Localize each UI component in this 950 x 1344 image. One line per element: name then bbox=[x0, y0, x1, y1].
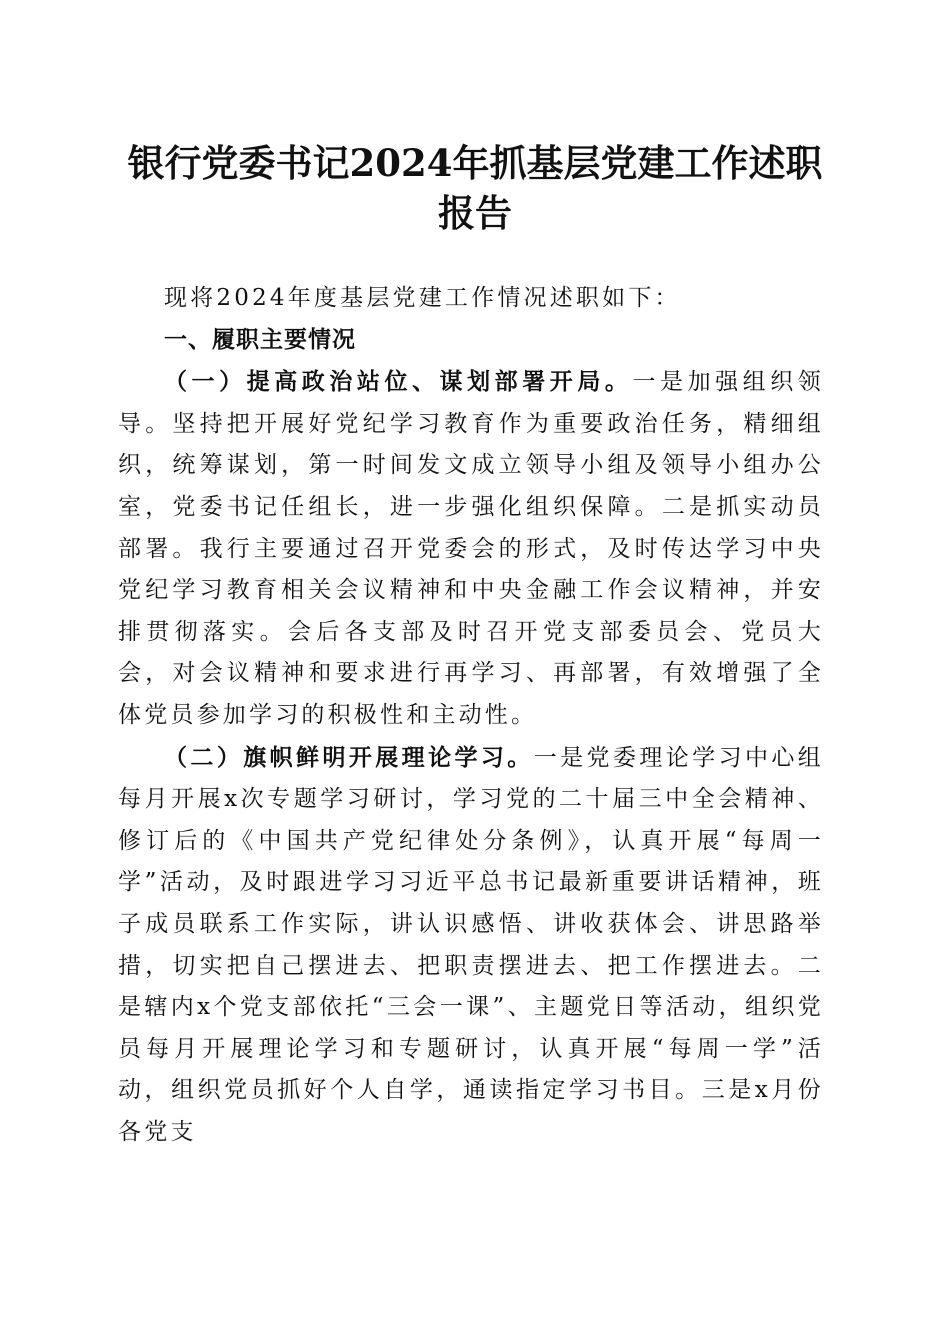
paragraph-1-text: 一是加强组织领导。坚持把开展好党纪学习教育作为重要政治任务，精细组织，统筹谋划，第一时间发文成立领导小组及领导小组办公室，党委书记任组长，进一步强化组织保障。二是抓实动员部署。我行主要通过召开党委会的形式，及时传达学习中央党纪学习教育相关会议精神和中央金融工作会议精神，并安排贯彻落实。会后各支部及时召开党支部委员会、党员大会，对会议精神和要求进行再学习、再部署，有效增强了全体党员参加学习的积极性和主动性。 bbox=[118, 369, 824, 728]
document-title: 银行党委书记2024年抓基层党建工作述职报告 bbox=[127, 141, 823, 235]
paragraph-2-text: 一是党委理论学习中心组每月开展x次专题学习研讨，学习党的二十届三中全会精神、修订后的《中国共产党纪律处分条例》，认真开展“每周一学”活动，及时跟进学习习近平总书记最新重要讲话精神，班子成员联系工作实际，讲认识感悟、讲收获体会、讲思路举措，切实把自己摆进去、把职责摆进去、把工作摆进去。二是辖内x个党支部依托“三会一课”、主题党日等活动，组织党员每月开展理论学习和专题研讨，认真开展“每周一学”活动，组织党员抓好个人自学，通读指定学习书目。三是x月份各党支 bbox=[118, 744, 824, 1145]
paragraph-1 bbox=[118, 361, 824, 736]
paragraph-1-subheading: （一）提高政治站位、谋划部署开局。 bbox=[164, 368, 633, 396]
intro-paragraph: 现将2024年度基层党建工作情况述职如下： bbox=[164, 285, 681, 311]
document-body bbox=[118, 278, 824, 1153]
paragraph-2-subheading: （二）旗帜鲜明开展理论学习。 bbox=[164, 743, 534, 771]
section-heading: 一、履职主要情况 bbox=[164, 326, 356, 353]
paragraph-2 bbox=[118, 737, 824, 1154]
